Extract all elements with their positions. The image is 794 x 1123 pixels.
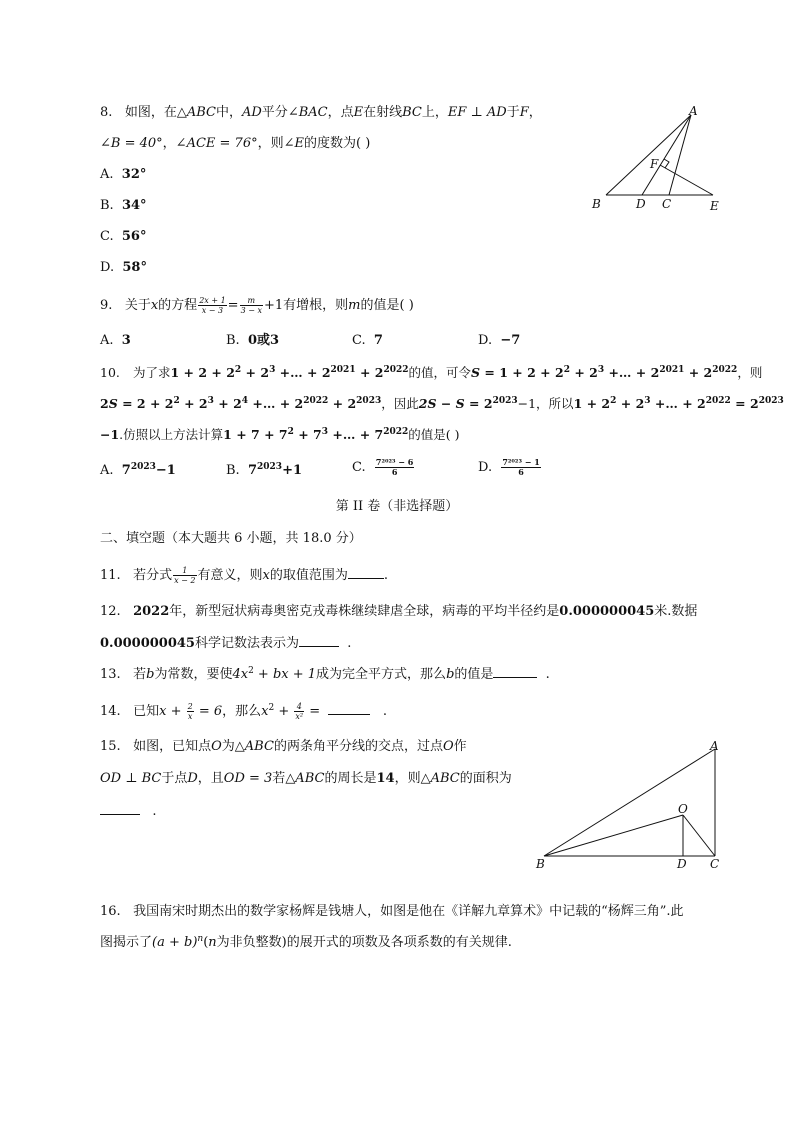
q8-triangle-figure <box>588 104 728 214</box>
denominator: x − 3 <box>201 306 224 315</box>
q15-text: 于点 <box>161 771 188 786</box>
q13-number: 13. <box>100 667 121 682</box>
option-label: C. <box>352 460 366 475</box>
q9-var-m: m <box>348 298 361 313</box>
q15-text: ，且 <box>197 771 224 786</box>
q8-text: 如图，在 <box>124 105 177 120</box>
exponent: 2021 <box>330 365 356 375</box>
exponent: 2 <box>563 365 570 375</box>
q15-math: △ABC <box>420 771 460 786</box>
q15-math: D <box>187 771 198 786</box>
q10-math: = 1 + 2 + 2 <box>480 365 564 380</box>
q9-option-b[interactable] <box>226 332 279 350</box>
exponent: 2023 <box>492 396 518 406</box>
q9-stem <box>100 296 414 315</box>
q9-option-d[interactable] <box>478 332 520 350</box>
exponent: 2 <box>248 666 254 676</box>
q10-math: +… + 2 <box>650 396 706 411</box>
q15-math: △ABC <box>234 739 274 754</box>
q13-text: 若 <box>133 667 147 682</box>
exponent: 3 <box>269 365 276 375</box>
q8-option-a[interactable] <box>100 166 146 184</box>
exponent: 2022 <box>383 365 409 375</box>
q15-math: △ABC <box>285 771 325 786</box>
q14-stem <box>100 702 387 721</box>
q13-math: + bx + 1 <box>253 667 317 682</box>
exponent: 2022 <box>303 396 329 406</box>
option-value: 58° <box>122 260 147 275</box>
numerator: 7²⁰²³ − 6 <box>375 457 414 467</box>
q8-line2 <box>100 135 370 153</box>
label-f: F <box>650 157 659 171</box>
denominator: 3 − x <box>240 306 262 315</box>
exponent: 2 <box>287 427 294 437</box>
q14-fraction-1 <box>187 702 194 721</box>
q11-text: 有意义，则 <box>197 568 263 583</box>
q8-option-d[interactable] <box>100 259 147 277</box>
q15-line1 <box>100 738 467 756</box>
q10-option-d[interactable] <box>478 458 542 477</box>
q14-math: x + <box>159 704 186 719</box>
exponent: 2023 <box>257 462 283 472</box>
q13-text: 成为完全平方式，那么 <box>316 667 447 682</box>
label-d: D <box>677 857 687 871</box>
q15-text: 的面积为 <box>459 771 512 786</box>
q11-number: 11. <box>100 568 121 583</box>
q10-math: −1 <box>100 427 120 442</box>
exponent: 2023 <box>758 396 784 406</box>
section2-title: 第 II 卷（非选择题） <box>335 499 459 514</box>
q10-text: 的值是( ) <box>408 427 460 442</box>
q10-math: = 2 + 2 <box>117 396 174 411</box>
q8-text: ，则 <box>257 136 284 151</box>
q10-math: + 2 <box>241 365 270 380</box>
q10-option-c[interactable] <box>352 458 415 477</box>
q12-line2 <box>100 634 351 653</box>
q9-fraction-2 <box>240 296 263 315</box>
q15-text: . <box>152 804 157 819</box>
q10-math: 1 + 2 + 2 <box>170 365 235 380</box>
exponent: 2023 <box>130 462 156 472</box>
q10-text: .仿照以上方法计算 <box>119 427 224 442</box>
q11-answer-blank[interactable] <box>348 566 384 579</box>
numerator: 7²⁰²³ − 1 <box>502 457 540 467</box>
q8-text: ， <box>528 105 542 120</box>
q10-var-s: S <box>471 365 481 380</box>
q10-text: −1，所以 <box>517 396 574 411</box>
option-label: A. <box>100 333 114 348</box>
q16-math: n <box>208 935 217 950</box>
q8-math: ∠E <box>283 136 304 151</box>
q8-text: 于 <box>506 105 520 120</box>
q10-math: + 2 <box>684 365 713 380</box>
q10-math: +… + 2 <box>275 365 331 380</box>
option-value: 56° <box>121 229 147 244</box>
q9-text: 的值是( ) <box>360 298 414 313</box>
q15-text: 若 <box>272 771 286 786</box>
option-base: 7 <box>121 463 131 478</box>
denominator: 6 <box>391 467 398 477</box>
q9-fraction-1 <box>198 296 226 315</box>
q16-math: (a + b) <box>152 935 198 950</box>
q11-text: 若分式 <box>133 568 173 583</box>
q10-line1 <box>100 364 762 382</box>
q10-line3 <box>100 426 460 444</box>
exponent: 2023 <box>356 396 382 406</box>
label-b: B <box>592 197 601 211</box>
option-label: B. <box>226 463 240 478</box>
q14-fraction-2 <box>294 702 304 721</box>
q8-math: ∠ACE = 76° <box>175 136 258 151</box>
q10-text: ，则 <box>737 365 763 380</box>
q10-text: ，因此 <box>381 396 419 411</box>
q8-text: 中， <box>215 105 242 120</box>
q15-text: ，则 <box>394 771 421 786</box>
q12-text: . <box>347 636 352 651</box>
denominator: x <box>187 712 193 721</box>
section2-heading: 二、填空题（本大题共 6 小题，共 18.0 分） <box>100 531 362 546</box>
segment-ac <box>669 115 691 195</box>
q15-number: 15. <box>100 739 121 754</box>
exponent: 3 <box>321 427 329 437</box>
q14-number: 14. <box>100 704 121 719</box>
numerator: 4 <box>294 702 304 712</box>
q16-number: 16. <box>100 904 121 919</box>
q8-text: 平分 <box>261 105 288 120</box>
q10-math: 1 + 7 + 7 <box>223 427 288 442</box>
q15-text: 为 <box>221 739 235 754</box>
option-label: A. <box>100 167 114 182</box>
q12-number: 12. <box>100 604 121 619</box>
q13-math: 4x <box>232 667 249 682</box>
q14-math: + <box>274 704 294 719</box>
exponent: 2022 <box>712 365 738 375</box>
q14-math: = <box>305 704 321 719</box>
q9-option-c[interactable] <box>352 332 383 350</box>
q9-text: 关于 <box>124 298 151 313</box>
q8-text: 上， <box>421 105 448 120</box>
q8-option-b[interactable] <box>100 197 147 215</box>
exponent: 4 <box>241 396 249 406</box>
q8-text: 在射线 <box>363 105 403 120</box>
q8-number: 8. <box>100 105 113 120</box>
label-a: A <box>710 739 719 753</box>
q9-number: 9. <box>100 298 113 313</box>
q11-text: . <box>383 568 389 583</box>
q8-text: ， <box>162 136 176 151</box>
q15-triangle-figure <box>530 736 730 876</box>
numerator: 2x + 1 <box>199 296 226 305</box>
option-label: C. <box>352 333 366 348</box>
exponent: 2022 <box>383 427 409 437</box>
q10-math: +… + 2 <box>248 396 304 411</box>
q8-math: △ABC <box>176 105 216 120</box>
q15-math: OD ⊥ BC <box>100 771 162 786</box>
q16-text: ( <box>203 935 209 950</box>
q12-line1 <box>100 603 697 621</box>
segment-ab <box>606 115 691 195</box>
q16-text: 图揭示了 <box>100 935 153 950</box>
label-b: B <box>536 857 545 871</box>
exponent: 3 <box>644 396 651 406</box>
q15-math: 14 <box>376 771 395 786</box>
option-value: 32° <box>121 167 147 182</box>
right-angle-mark <box>664 159 669 168</box>
exponent: 3 <box>597 365 605 375</box>
q11-text: 的取值范围为 <box>269 568 348 583</box>
q15-line3 <box>100 802 157 821</box>
q13-text: . <box>545 667 550 682</box>
q10-option-a[interactable] <box>100 462 176 480</box>
q15-math: OD = 3 <box>223 771 273 786</box>
q8-math: ∠B = 40° <box>100 136 163 151</box>
q10-math: = 2 <box>464 396 493 411</box>
label-a: A <box>689 104 698 118</box>
q11-fraction <box>173 566 196 585</box>
q10-var-s: S <box>108 396 118 411</box>
q10-math: + 7 <box>293 427 322 442</box>
q8-math: EF ⊥ AD <box>447 105 507 120</box>
q10-line2 <box>100 395 784 413</box>
q13-stem <box>100 665 550 684</box>
q16-text: 为非负整数)的展开式的项数及各项系数的有关规律. <box>216 935 512 950</box>
option-label: B. <box>100 198 114 213</box>
q10-text: 为了求 <box>132 365 171 380</box>
q8-math: AD <box>241 105 262 120</box>
q9-option-a[interactable] <box>100 332 131 350</box>
exponent: 2021 <box>659 365 685 375</box>
q9-equals: = <box>227 298 239 313</box>
exponent: 2 <box>234 365 242 375</box>
q14-text: . <box>382 704 387 719</box>
denominator: x² <box>295 712 304 721</box>
segment-ad <box>642 115 691 195</box>
q14-text: 已知 <box>133 704 160 719</box>
numerator: 1 <box>173 566 196 576</box>
denominator: x − 2 <box>174 576 196 585</box>
q10-math: +… + 7 <box>328 427 384 442</box>
q8-text: ，点 <box>327 105 354 120</box>
q9-var-x: x <box>150 298 159 313</box>
option-label: A. <box>100 463 114 478</box>
label-o: O <box>678 802 688 816</box>
q10-math: = 2 <box>730 396 759 411</box>
denominator: 6 <box>518 467 524 477</box>
q10-math: + 2 <box>179 396 208 411</box>
q8-math: E <box>353 105 364 120</box>
q10-math: +… + 2 <box>604 365 660 380</box>
q15-text: 作 <box>453 739 467 754</box>
option-value: 34° <box>121 198 147 213</box>
segment-ab <box>544 749 715 856</box>
q13-var-b: b <box>146 667 155 682</box>
q15-text: 的两条角平分线的交点，过点 <box>273 739 443 754</box>
q13-answer-blank[interactable] <box>493 665 537 678</box>
option-value: 0或3 <box>247 333 280 348</box>
q12-math: 0.000000045 <box>100 636 195 651</box>
option-fraction <box>375 458 414 477</box>
numerator: m <box>240 296 263 306</box>
q8-option-c[interactable] <box>100 228 146 246</box>
label-d: D <box>636 197 646 211</box>
q16-line2 <box>100 934 512 952</box>
q8-math: BC <box>402 105 422 120</box>
option-label: B. <box>226 333 240 348</box>
q10-option-b[interactable] <box>226 462 302 480</box>
option-tail: +1 <box>282 463 303 478</box>
q10-math: + 2 <box>616 396 645 411</box>
q10-number: 10. <box>100 365 120 380</box>
option-label: C. <box>100 229 114 244</box>
q13-var-b: b <box>446 667 455 682</box>
q15-text: 如图，已知点 <box>133 739 212 754</box>
q10-math: + 2 <box>569 365 598 380</box>
segment-ef <box>660 165 713 195</box>
option-label: D. <box>100 260 115 275</box>
q12-text: 米.数据 <box>654 604 698 619</box>
q15-math: O <box>211 739 222 754</box>
q10-text: 的值，可令 <box>408 365 472 380</box>
q14-text: ，那么 <box>222 704 262 719</box>
exponent: n <box>197 934 204 944</box>
q14-math: x <box>261 704 269 719</box>
label-e: E <box>710 199 719 213</box>
option-value: 3 <box>121 333 131 348</box>
q9-text: 有增根，则 <box>283 298 349 313</box>
q15-math: O <box>442 739 454 754</box>
q8-math: ∠BAC <box>287 105 328 120</box>
exponent: 2022 <box>705 396 731 406</box>
segment-bo <box>544 815 683 856</box>
q8-line1 <box>100 104 542 122</box>
option-label: D. <box>478 333 493 348</box>
q15-text: 的周长是 <box>324 771 377 786</box>
q16-line1 <box>100 903 684 921</box>
segment-oc <box>683 815 715 856</box>
option-value: −7 <box>500 333 521 348</box>
option-tail: −1 <box>155 463 176 478</box>
q15-line2 <box>100 770 512 788</box>
q9-text: 的方程 <box>158 298 198 313</box>
option-label: D. <box>478 460 493 475</box>
q13-text: 为常数，要使 <box>154 667 233 682</box>
q9-plus-one: +1 <box>263 298 284 313</box>
q10-math: 2 <box>100 396 109 411</box>
q10-math: + 2 <box>213 396 242 411</box>
q8-text: 的度数为( ) <box>304 136 371 151</box>
q12-answer-blank[interactable] <box>299 634 339 647</box>
q12-math: 2022 <box>133 604 170 619</box>
option-fraction <box>501 458 540 477</box>
option-base: 7 <box>247 463 257 478</box>
label-c: C <box>710 857 720 871</box>
option-value: 7 <box>373 333 383 348</box>
q10-math: + 2 <box>328 396 357 411</box>
q11-stem <box>100 566 388 585</box>
q11-var-x: x <box>262 568 270 583</box>
q12-text: 年，新型冠状病毒奥密克戎毒株继续肆虐全球，病毒的平均半径约是 <box>169 604 560 619</box>
exponent: 2 <box>268 703 275 713</box>
q13-text: 的值是 <box>454 667 494 682</box>
q12-math: 0.000000045 <box>559 604 655 619</box>
q14-math: = 6 <box>194 704 223 719</box>
q15-answer-blank[interactable] <box>100 802 140 815</box>
q14-answer-blank[interactable] <box>328 702 370 715</box>
label-c: C <box>662 197 672 211</box>
q16-text: 我国南宋时期杰出的数学家杨辉是钱塘人，如图是他在《详解九章算术》中记载的“杨辉三角”.此 <box>133 904 684 919</box>
numerator: 2 <box>187 702 193 711</box>
exponent: 2 <box>173 396 180 406</box>
q8-math: F <box>519 105 529 120</box>
q10-math: 2S − S <box>418 396 465 411</box>
q10-math: + 2 <box>355 365 384 380</box>
q10-math: 1 + 2 <box>573 396 611 411</box>
exponent: 2 <box>610 396 617 406</box>
q12-text: 科学记数法表示为 <box>194 636 299 651</box>
exponent: 3 <box>207 396 214 406</box>
